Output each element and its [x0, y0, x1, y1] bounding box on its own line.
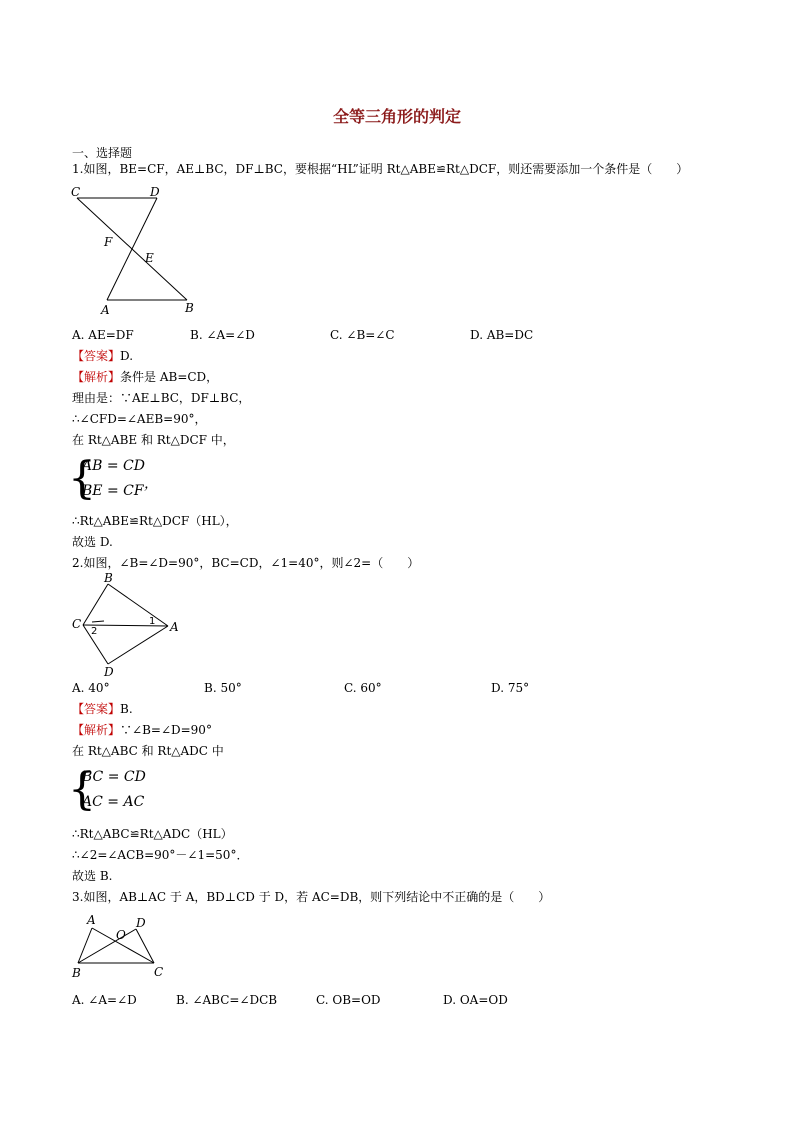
analysis-tag: 【解析】: [72, 370, 121, 384]
q2-analysis-line: 在 Rt△ABC 和 Rt△ADC 中: [72, 744, 224, 758]
q1-system-tail: ，: [144, 476, 158, 492]
page-title: 全等三角形的判定: [332, 107, 461, 126]
q1-label-c: C: [71, 185, 81, 199]
q3-label-c: C: [154, 965, 164, 979]
q2-system-eq: BC = CD: [82, 769, 146, 785]
q2-answer: [72, 701, 133, 717]
q2-label-c: C: [72, 617, 82, 631]
q3-option-a: A. ∠A=∠D: [72, 993, 137, 1007]
q2-figure: [60, 570, 190, 680]
q1-option-b: B. ∠A=∠D: [190, 328, 255, 342]
q2-label-d: D: [104, 665, 114, 679]
q1-analysis-line: 在 Rt△ABE 和 Rt△DCF 中，: [72, 433, 235, 447]
q1-figure: [60, 182, 220, 322]
answer-tag: 【答案】: [72, 349, 121, 363]
analysis-text: 条件是 AB=CD，: [120, 370, 219, 384]
q2-conclusion: ∴Rt△ABC≌Rt△ADC（HL）: [72, 827, 233, 841]
q3-stem: 3.如图，AB⊥AC 于 A，BD⊥CD 于 D，若 AC=DB，则下列结论中不正确的是（ ）: [72, 890, 551, 904]
q3-figure: [62, 910, 182, 985]
q2-conclusion: 故选 B.: [72, 869, 113, 883]
q1-label-a: A: [101, 303, 110, 317]
q2-label-b: B: [104, 571, 113, 585]
q1-label-e: E: [145, 251, 154, 265]
q2-stem: 2.如图，∠B=∠D=90°，BC=CD，∠1=40°，则∠2=（ ）: [72, 556, 420, 570]
q1-conclusion: 故选 D.: [72, 535, 113, 549]
q2-option-b: B. 50°: [204, 681, 242, 695]
answer-value: D.: [120, 349, 134, 363]
q2-system-eq: AC = AC: [82, 794, 145, 810]
q1-analysis: [72, 369, 218, 385]
answer-value: B.: [120, 702, 133, 716]
q2-equation-system: [68, 763, 188, 813]
q3-option-c: C. OB=OD: [316, 993, 381, 1007]
q1-label-d: D: [150, 185, 160, 199]
q2-option-a: A. 40°: [72, 681, 110, 695]
q3-option-d: D. OA=OD: [443, 993, 508, 1007]
q1-system-eq: BE = CF: [82, 483, 144, 499]
q1-option-d: D. AB=DC: [470, 328, 534, 342]
answer-tag: 【答案】: [72, 702, 121, 716]
section-heading: 一、选择题: [72, 146, 133, 160]
q2-option-d: D. 75°: [491, 681, 530, 695]
q3-label-o: O: [116, 928, 126, 942]
q2-analysis: [72, 722, 212, 738]
q1-answer: [72, 348, 133, 364]
q1-label-f: F: [104, 235, 113, 249]
q2-label-a: A: [170, 620, 179, 634]
q2-option-c: C. 60°: [344, 681, 382, 695]
q3-label-d: D: [136, 916, 146, 930]
q3-label-b: B: [72, 966, 81, 980]
q2-angle-1: 1: [149, 616, 156, 627]
analysis-tag: 【解析】: [72, 723, 121, 737]
q3-option-b: B. ∠ABC=∠DCB: [176, 993, 278, 1007]
q1-analysis-line: ∴∠CFD=∠AEB=90°，: [72, 412, 207, 426]
q2-angle-2: 2: [91, 626, 98, 637]
q1-equation-system: [68, 452, 188, 502]
q1-label-b: B: [185, 301, 194, 315]
q1-stem: 1.如图，BE=CF，AE⊥BC，DF⊥BC，要根据“HL”证明 Rt△ABE≌Rt△DCF，则还需要添加一个条件是（ ）: [72, 162, 689, 176]
q1-option-c: C. ∠B=∠C: [330, 328, 395, 342]
q1-system-eq: AB = CD: [82, 458, 145, 474]
analysis-text: ∵∠B=∠D=90°: [120, 723, 212, 737]
q3-label-a: A: [87, 913, 96, 927]
q1-conclusion: ∴Rt△ABE≌Rt△DCF（HL），: [72, 514, 238, 528]
brace-icon: {: [68, 764, 96, 815]
brace-icon: {: [68, 453, 96, 504]
q2-conclusion: ∴∠2=∠ACB=90°－∠1=50°．: [72, 848, 249, 862]
q1-option-a: A. AE=DF: [72, 328, 134, 342]
q1-analysis-line: 理由是：∵AE⊥BC，DF⊥BC，: [72, 391, 251, 405]
